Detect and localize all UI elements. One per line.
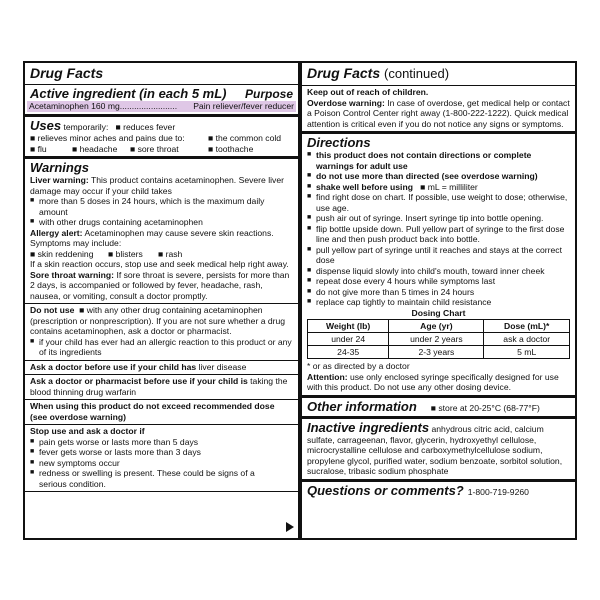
- ask-doctor-section: [25, 361, 298, 376]
- active-ingredient: Acetaminophen 160 mg: [29, 101, 120, 111]
- warnings-heading: Warnings: [30, 160, 89, 175]
- other-information-text: store at 20-25°C (68-77°F): [438, 402, 540, 413]
- directions-item: flip bottle upside down. Pull yellow part of syringe to the first dose line and then push product back into bottle.: [316, 223, 565, 244]
- directions-item: replace cap tightly to maintain child resistance: [316, 297, 492, 307]
- directions-item: push air out of syringe. Insert syringe tip into bottle opening.: [316, 213, 544, 223]
- header-section: [25, 63, 298, 85]
- when-using-section: [25, 400, 298, 425]
- sore-throat-text: If sore throat is severe, persists for more than 2 days, is accompanied or followed by fever, headache, rash, nausea, or vomiting, consult a doctor promptly.: [30, 269, 290, 301]
- dosing-chart-cell: under 24: [308, 333, 389, 346]
- ask-pharmacist-label: Ask a doctor or pharmacist before use if your child is: [30, 376, 248, 386]
- liver-item: more than 5 doses in 24 hours, which is the maximum daily amount: [39, 196, 265, 217]
- inactive-ingredients-section: [302, 419, 575, 482]
- header-section: [302, 63, 575, 86]
- keep-out-label: Keep out of reach of children.: [307, 87, 429, 97]
- active-heading: Active ingredient (in each 5 mL): [30, 86, 227, 101]
- directions-heading: Directions: [307, 135, 371, 150]
- stop-use-section: Stop use and ask a doctor if ■ pain gets worse or lasts more than 5 days ■ fever gets worse or lasts more than 3 days ■ new symptoms occur ■ redness or swelling is present. These could be signs of a serious condition.: [25, 425, 298, 492]
- dosing-chart-cell: under 2 years: [389, 333, 484, 346]
- dosing-chart-cell: 5 mL: [484, 346, 570, 359]
- do-not-use-label: Do not use: [30, 305, 75, 315]
- uses-item: toothache: [215, 143, 254, 154]
- ml-note: mL = milliliter: [427, 181, 478, 192]
- stop-use-label: Stop use and ask a doctor if: [30, 426, 145, 436]
- uses-item: relieves minor aches and pains due to:: [37, 133, 185, 143]
- active-ingredient-row: Acetaminophen 160 mg........................ Pain reliever/fever reducer: [29, 101, 294, 111]
- uses-heading: Uses: [30, 118, 62, 133]
- liver-item: with other drugs containing acetaminophen: [39, 217, 203, 227]
- dosing-chart-title: Dosing Chart: [411, 307, 466, 318]
- table-row: [308, 333, 570, 346]
- allergy-text: Acetaminophen may cause severe skin reactions. Symptoms may include:: [30, 227, 274, 248]
- dosing-chart-note: * or as directed by a doctor: [307, 361, 410, 371]
- allergy-item: blisters: [115, 248, 143, 259]
- uses-item: reduces fever: [123, 122, 176, 132]
- uses-item: flu: [37, 143, 47, 154]
- panel-title-continued: (continued): [384, 66, 450, 81]
- allergy-after: If a skin reaction occurs, stop use and seek medical help right away.: [30, 259, 289, 269]
- drug-facts-left-panel: [23, 61, 300, 540]
- directions-item: pull yellow part of syringe until it reaches and stays at the correct dose: [316, 244, 562, 265]
- uses-item: the common cold: [215, 133, 282, 143]
- directions-item: repeat dose every 4 hours while symptoms last: [316, 276, 496, 286]
- dosing-chart-cell: 2-3 years: [389, 346, 484, 359]
- attention-label: Attention:: [307, 371, 348, 382]
- stop-use-item: new symptoms occur: [39, 457, 120, 468]
- dosing-chart-cell: ask a doctor: [484, 333, 570, 346]
- active-ingredient-section: [25, 85, 298, 117]
- dosing-chart-table: [307, 319, 570, 359]
- dosing-chart-header: Weight (lb): [308, 320, 389, 333]
- overdose-section: [302, 86, 575, 134]
- uses-intro: temporarily:: [63, 122, 109, 132]
- directions-item: find right dose on chart. If possible, use weight to dose; otherwise, use age.: [316, 192, 568, 213]
- other-information-section: Other information ■ store at 20-25°C (68-77°F): [302, 398, 575, 419]
- inactive-heading: Inactive ingredients: [307, 419, 430, 435]
- allergy-item: rash: [165, 248, 183, 259]
- directions-section: Directions ■ this product does not contain directions or complete warnings for adult use ■ do not use more than directed (see overdose warning) ■ shake well before using ■ mL = milliliter ■ find right dose on chart. If possible, use weight to dose; otherwise, use age. ■ push air out of syringe. Insert syringe tip into bottle opening. ■ flip bottle upside down. Pull yellow part of syringe to the first dose line and then push product back into bottle. ■ pull yellow part of syringe until it reaches and stays at the correct dose ■ dispense liquid slowly into child's mouth, toward inner cheek ■ repeat dose every 4 hours while symptoms last ■ do not give more than 5 times in 24 hours ■ replace cap tightly to maintain child resistance Dosing Chart Weight (lb) Age (yr) Dose (mL)* under 24 under 2 years ask a doctor 24-35 2-3 years 5 mL * or as directed by a doctor Attention: use only enclosed syringe specifically designed for use with this product. Do not use any other dosing device.: [302, 134, 575, 398]
- continue-arrow-icon: [286, 522, 294, 532]
- overdose-label: Overdose warning:: [307, 97, 385, 108]
- directions-item: dispense liquid slowly into child's mouth, toward inner cheek: [316, 265, 545, 276]
- allergy-item: skin reddening: [37, 248, 94, 259]
- attention-text: use only enclosed syringe specifically designed for use with this product. Do not use any other dosing device.: [307, 371, 559, 392]
- liver-text: This product contains acetaminophen. Severe liver damage may occur if your child takes: [30, 175, 284, 196]
- ask-pharmacist-text: taking the blood thinning drug warfarin: [30, 376, 288, 397]
- overdose-text: In case of overdose, get medical help or contact a Poison Control Center right away (1-800-222-1222). Quick medical attention is critical even if you do not notice any signs or symptoms.: [307, 97, 570, 129]
- ask-doctor-text: liver disease: [198, 361, 247, 372]
- questions-section: [302, 482, 575, 500]
- stop-use-item: fever gets worse or lasts more than 3 days: [39, 447, 201, 457]
- liver-label: Liver warning:: [30, 175, 89, 185]
- dosing-chart-header: Dose (mL)*: [484, 320, 570, 333]
- directions-item: do not use more than directed (see overdose warning): [316, 171, 538, 181]
- allergy-label: Allergy alert:: [30, 227, 83, 238]
- dosing-chart-cell: 24-35: [308, 346, 389, 359]
- do-not-use-section: Do not use ■ with any other drug containing acetaminophen (prescription or nonprescription). If you are not sure whether a drug contains acetaminophen, ask a doctor or pharmacist. ■ if your child has ever had an allergic reaction to this product or any of its ingredients: [25, 304, 298, 361]
- dosing-chart-header: Age (yr): [389, 320, 484, 333]
- warnings-section: Warnings Liver warning: This product contains acetaminophen. Severe liver damage may occur if your child takes ■ more than 5 doses in 24 hours, which is the maximum daily amount ■ with other drugs containing acetaminophen Allergy alert: Acetaminophen may cause severe skin reactions. Symptoms may include: ■ skin reddening ■ blisters ■ rash If a skin reaction occurs, stop use and seek medical help right away. Sore throat warning: If sore throat is severe, persists for more than 2 days, is accompanied or followed by fever, headache, rash, nausea, or vomiting, consult a doctor promptly.: [25, 159, 298, 304]
- do-not-use-item: if your child has ever had an allergic reaction to this product or any of its ingredients: [39, 336, 292, 357]
- questions-phone: 1-800-719-9260: [467, 486, 529, 497]
- do-not-use-item: with any other drug containing acetaminophen (prescription or nonprescription). If you are not sure whether a drug contains acetaminophen, ask a doctor or pharmacist.: [30, 305, 286, 336]
- drug-facts-right-panel: [300, 61, 577, 540]
- uses-section: Uses temporarily: ■ reduces fever ■ relieves minor aches and pains due to: ■ the common cold ■ flu ■ headache ■ sore throat ■ toothache: [25, 117, 298, 159]
- active-purpose: Pain reliever/fever reducer: [193, 101, 294, 111]
- uses-item: headache: [79, 143, 118, 154]
- uses-item: sore throat: [137, 143, 179, 154]
- when-using-label: When using this product do not exceed recommended dose (see overdose warning): [30, 401, 275, 422]
- other-information-heading: Other information: [307, 398, 417, 414]
- purpose-heading: Purpose: [244, 87, 293, 101]
- directions-item: do not give more than 5 times in 24 hours: [316, 286, 475, 297]
- questions-heading: Questions or comments?: [307, 482, 464, 498]
- panel-title: Drug Facts: [30, 65, 104, 81]
- stop-use-item: pain gets worse or lasts more than 5 days: [39, 436, 199, 447]
- ask-pharmacist-section: [25, 375, 298, 400]
- ask-doctor-label: Ask a doctor before use if your child has: [30, 361, 197, 372]
- inactive-text: anhydrous citric acid, calcium sulfate, carrageenan, flavor, glycerin, hydroxyethyl cellulose, microcrystalline cellulose and carboxymethylcellulose sodium, propylene glycol, purified water, sodium benzoate, sorbitol solution, sucralose, tribasic sodium phosphate: [307, 423, 563, 476]
- sore-throat-label: Sore throat warning:: [30, 269, 115, 280]
- directions-item: this product does not contain directions or complete warnings for adult use: [316, 150, 532, 171]
- panel-title: Drug Facts: [307, 65, 381, 81]
- directions-item: shake well before using: [316, 181, 413, 192]
- table-row: [308, 346, 570, 359]
- stop-use-item: redness or swelling is present. These could be signs of a serious condition.: [39, 468, 255, 489]
